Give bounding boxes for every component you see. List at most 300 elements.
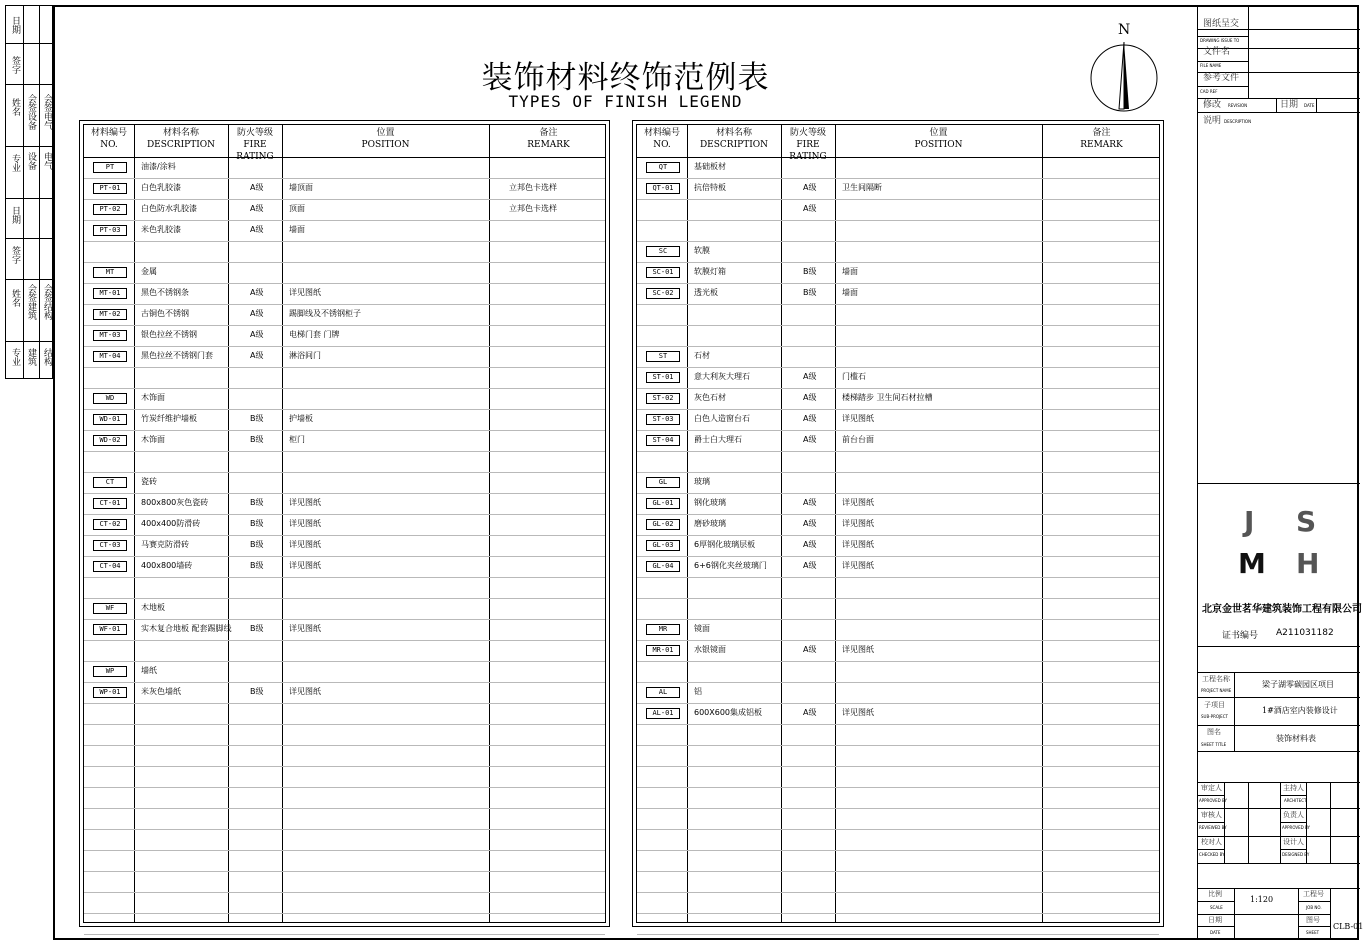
table-row bbox=[84, 724, 605, 746]
table-row bbox=[84, 766, 605, 788]
table-row bbox=[637, 241, 1159, 263]
header-cell bbox=[134, 127, 228, 151]
cell-pos: 详见图纸 bbox=[842, 519, 874, 528]
cell-fire: A级 bbox=[803, 204, 817, 213]
scale-value: 1:120 bbox=[1250, 895, 1274, 904]
cell-fire: B级 bbox=[250, 435, 264, 444]
material-code: ST-02 bbox=[646, 393, 680, 404]
company-logo bbox=[1238, 505, 1328, 585]
table-row bbox=[84, 304, 605, 326]
responsible-label: 负责人 bbox=[1283, 811, 1304, 819]
material-code: PT-02 bbox=[93, 204, 127, 215]
header-cn: 备注 bbox=[1092, 128, 1111, 138]
cell-pos: 墙面 bbox=[842, 288, 858, 297]
strip-label: 会签设备 bbox=[26, 94, 36, 130]
header-en: FIRE RATING bbox=[789, 140, 827, 162]
reviewed-label-en: REVIEWED BY bbox=[1199, 825, 1227, 830]
material-code: WP-01 bbox=[93, 687, 127, 698]
table-row bbox=[84, 913, 605, 935]
cell-desc: 白色乳胶漆 bbox=[141, 183, 181, 192]
table-row bbox=[637, 598, 1159, 620]
header-en: FIRE RATING bbox=[236, 140, 274, 162]
table-row bbox=[84, 283, 605, 305]
cell-pos: 淋浴间门 bbox=[289, 351, 321, 360]
cell-pos: 柜门 bbox=[289, 435, 305, 444]
finish-table-right bbox=[632, 120, 1164, 927]
cell-desc: 米灰色墙纸 bbox=[141, 687, 181, 696]
table-row bbox=[637, 409, 1159, 431]
table-row bbox=[84, 598, 605, 620]
header-cn: 材料名称 bbox=[162, 128, 199, 138]
header-cn: 材料名称 bbox=[715, 128, 752, 138]
table-row bbox=[84, 430, 605, 452]
table-row bbox=[637, 850, 1159, 872]
table-row bbox=[637, 724, 1159, 746]
revision-label-en: REVISION bbox=[1228, 103, 1248, 108]
header-en: NO. bbox=[653, 140, 671, 150]
cell-fire: B级 bbox=[250, 519, 264, 528]
strip-label: 姓名 bbox=[10, 98, 20, 116]
compass-icon bbox=[1088, 22, 1160, 112]
table-row bbox=[637, 178, 1159, 200]
header-en: NO. bbox=[100, 140, 118, 150]
north-label: N bbox=[1118, 22, 1131, 38]
material-code: MR-01 bbox=[646, 645, 680, 656]
table-row bbox=[84, 199, 605, 221]
cell-fire: A级 bbox=[803, 435, 817, 444]
cell-desc: 意大利灰大理石 bbox=[694, 372, 750, 381]
cell-fire: B级 bbox=[250, 687, 264, 696]
material-code: MT-01 bbox=[93, 288, 127, 299]
cell-pos: 详见图纸 bbox=[842, 540, 874, 549]
designer-label: 设计人 bbox=[1283, 838, 1304, 846]
cell-fire: A级 bbox=[803, 519, 817, 528]
strip-label: 设备 bbox=[26, 152, 36, 170]
cell-desc: 木饰面 bbox=[141, 393, 165, 402]
material-code: CT-04 bbox=[93, 561, 127, 572]
job-label-en: JOB NO. bbox=[1306, 905, 1322, 910]
table-row bbox=[637, 619, 1159, 641]
table-row bbox=[637, 808, 1159, 830]
material-code: WF bbox=[93, 603, 127, 614]
table-row bbox=[637, 304, 1159, 326]
issue-label: 图纸呈交 bbox=[1203, 19, 1240, 29]
cell-desc: 600X600集成铝板 bbox=[694, 708, 763, 717]
job-label: 工程号 bbox=[1303, 890, 1324, 898]
note-label-en: DESCRIPTION bbox=[1224, 119, 1252, 124]
material-code: GL-02 bbox=[646, 519, 680, 530]
cell-desc: 铝 bbox=[694, 687, 702, 696]
project-label-en: PROJECT NAME bbox=[1201, 688, 1232, 693]
table-row bbox=[637, 682, 1159, 704]
table-row bbox=[637, 661, 1159, 683]
table-row bbox=[84, 472, 605, 494]
strip-label: 签字 bbox=[10, 56, 20, 74]
subproject-name: 1#酒店室内装修设计 bbox=[1262, 706, 1338, 715]
strip-label: 专业 bbox=[10, 154, 20, 172]
cell-fire: B级 bbox=[803, 267, 817, 276]
designer-label-en: DESIGNED BY bbox=[1282, 852, 1310, 857]
sheet-no-label-en: SHEET bbox=[1306, 930, 1320, 935]
cell-fire: A级 bbox=[250, 351, 264, 360]
cell-pos: 门槛石 bbox=[842, 372, 866, 381]
table-row bbox=[637, 745, 1159, 767]
cell-desc: 爵士白大理石 bbox=[694, 435, 742, 444]
table-row bbox=[637, 199, 1159, 221]
cell-pos: 前台台面 bbox=[842, 435, 874, 444]
cell-desc: 黑色拉丝不锈钢门套 bbox=[141, 351, 213, 360]
table-row bbox=[84, 409, 605, 431]
header-cell bbox=[84, 127, 134, 151]
approved-label-en: APPROVED BY bbox=[1199, 798, 1228, 803]
cell-pos: 卫生间隔断 bbox=[842, 183, 882, 192]
cell-desc: 木饰面 bbox=[141, 435, 165, 444]
material-code: SC bbox=[646, 246, 680, 257]
cell-pos: 详见图纸 bbox=[842, 414, 874, 423]
header-cell bbox=[489, 127, 608, 151]
header-cn: 材料编号 bbox=[643, 128, 680, 138]
strip-label: 专业 bbox=[10, 348, 20, 366]
strip-label: 日期 bbox=[10, 206, 20, 224]
table-row bbox=[637, 430, 1159, 452]
cell-fire: A级 bbox=[803, 183, 817, 192]
cell-desc: 白色防水乳胶漆 bbox=[141, 204, 197, 213]
page-subtitle: TYPES OF FINISH LEGEND bbox=[508, 92, 743, 111]
logo-j: J bbox=[1244, 505, 1255, 538]
note-label: 说明 bbox=[1203, 116, 1222, 126]
cell-fire: B级 bbox=[250, 624, 264, 633]
cell-pos: 详见图纸 bbox=[842, 561, 874, 570]
header-en: POSITION bbox=[361, 140, 410, 150]
table-row bbox=[637, 472, 1159, 494]
table-row bbox=[84, 157, 605, 179]
table-row bbox=[637, 703, 1159, 725]
approved-label: 审定人 bbox=[1201, 784, 1222, 792]
material-code: ST-01 bbox=[646, 372, 680, 383]
cell-desc: 800x800灰色瓷砖 bbox=[141, 498, 209, 507]
strip-label: 建筑 bbox=[26, 348, 36, 366]
table-row bbox=[637, 766, 1159, 788]
header-cell bbox=[637, 127, 687, 151]
material-code: SC-01 bbox=[646, 267, 680, 278]
cell-desc: 木地板 bbox=[141, 603, 165, 612]
sheet-title-label-en: SHEET TITLE bbox=[1201, 742, 1227, 747]
signature-strip bbox=[5, 5, 53, 379]
project-name: 梁子湖零碳园区项目 bbox=[1262, 680, 1334, 689]
cell-fire: A级 bbox=[803, 708, 817, 717]
cell-desc: 灰色石材 bbox=[694, 393, 726, 402]
cell-desc: 400x400防滑砖 bbox=[141, 519, 201, 528]
table-row bbox=[84, 367, 605, 389]
material-code: WD bbox=[93, 393, 127, 404]
material-code: GL-01 bbox=[646, 498, 680, 509]
cell-fire: B级 bbox=[250, 414, 264, 423]
cell-fire: A级 bbox=[803, 540, 817, 549]
cell-desc: 镜面 bbox=[694, 624, 710, 633]
day-label: 日期 bbox=[1208, 916, 1222, 924]
sheet-title-label: 图名 bbox=[1207, 728, 1221, 736]
cell-desc: 水银镜面 bbox=[694, 645, 726, 654]
cell-pos: 墙面 bbox=[289, 225, 305, 234]
table-row bbox=[637, 220, 1159, 242]
table-row bbox=[637, 451, 1159, 473]
material-code: MT-04 bbox=[93, 351, 127, 362]
strip-label: 会签结构 bbox=[42, 284, 52, 320]
header-cell bbox=[282, 127, 489, 151]
cell-rem: 立邦色卡选样 bbox=[509, 204, 557, 213]
table-row bbox=[637, 829, 1159, 851]
cell-desc: 玻璃 bbox=[694, 477, 710, 486]
cell-desc: 墙纸 bbox=[141, 666, 157, 675]
table-row bbox=[637, 493, 1159, 515]
sheet-number: CLB-01 bbox=[1333, 922, 1364, 931]
subproject-label: 子项目 bbox=[1204, 701, 1225, 709]
header-en: POSITION bbox=[914, 140, 963, 150]
date-label: 日期 bbox=[1280, 100, 1299, 110]
header-cn: 位置 bbox=[929, 128, 948, 138]
table-row bbox=[84, 535, 605, 557]
cell-desc: 金属 bbox=[141, 267, 157, 276]
table-row bbox=[84, 745, 605, 767]
table-row bbox=[637, 787, 1159, 809]
material-code: WP bbox=[93, 666, 127, 677]
cell-desc: 抗倍特板 bbox=[694, 183, 726, 192]
cell-desc: 基础板材 bbox=[694, 162, 726, 171]
header-en: DESCRIPTION bbox=[699, 140, 769, 150]
table-row bbox=[637, 535, 1159, 557]
cell-pos: 踢脚线及不锈钢柜子 bbox=[289, 309, 361, 318]
table-row bbox=[84, 451, 605, 473]
table-row bbox=[84, 703, 605, 725]
table-header bbox=[637, 125, 1159, 162]
cell-desc: 6厚钢化玻璃层板 bbox=[694, 540, 756, 549]
table-row bbox=[637, 556, 1159, 578]
table-row bbox=[637, 346, 1159, 368]
strip-label: 日期 bbox=[10, 16, 20, 34]
table-row bbox=[84, 577, 605, 599]
day-label-en: DATE bbox=[1210, 930, 1221, 935]
material-code: PT-03 bbox=[93, 225, 127, 236]
table-row bbox=[637, 157, 1159, 179]
table-row bbox=[84, 682, 605, 704]
material-code: QT-01 bbox=[646, 183, 680, 194]
cell-pos: 墙面 bbox=[842, 267, 858, 276]
strip-label: 签字 bbox=[10, 246, 20, 264]
material-code: MT-03 bbox=[93, 330, 127, 341]
scale-label: 比例 bbox=[1208, 890, 1222, 898]
cell-desc: 6+6钢化夹丝玻璃门 bbox=[694, 561, 767, 570]
cell-rem: 立邦色卡选样 bbox=[509, 183, 557, 192]
file-label: 文件名 bbox=[1203, 47, 1231, 57]
cell-fire: B级 bbox=[803, 288, 817, 297]
subproject-label-en: SUB-PROJECT bbox=[1201, 714, 1228, 719]
material-code: ST bbox=[646, 351, 680, 362]
checked-label-en: CHECKED BY bbox=[1199, 852, 1225, 857]
table-row bbox=[84, 493, 605, 515]
cell-desc: 马赛克防滑砖 bbox=[141, 540, 189, 549]
strip-label: 姓名 bbox=[10, 289, 20, 307]
header-cell bbox=[835, 127, 1042, 151]
material-code: ST-04 bbox=[646, 435, 680, 446]
finish-table-left bbox=[79, 120, 610, 927]
logo-h: H bbox=[1296, 547, 1320, 580]
material-code: CT-01 bbox=[93, 498, 127, 509]
table-row bbox=[84, 241, 605, 263]
material-code: MT bbox=[93, 267, 127, 278]
strip-label: 电气 bbox=[42, 152, 52, 170]
cad-label-en: CAD REF bbox=[1200, 89, 1218, 94]
cell-desc: 白色人造窗台石 bbox=[694, 414, 750, 423]
header-en: REMARK bbox=[527, 140, 570, 150]
cell-desc: 瓷砖 bbox=[141, 477, 157, 486]
cad-label: 参考文件 bbox=[1203, 73, 1240, 83]
table-row bbox=[84, 892, 605, 914]
table-row bbox=[637, 514, 1159, 536]
table-row bbox=[637, 325, 1159, 347]
reviewed-label: 审核人 bbox=[1201, 811, 1222, 819]
table-row bbox=[84, 640, 605, 662]
header-cn: 位置 bbox=[376, 128, 395, 138]
strip-label: 会签建筑 bbox=[26, 284, 36, 320]
checked-label: 校对人 bbox=[1201, 838, 1222, 846]
table-row bbox=[84, 661, 605, 683]
cell-desc: 钢化玻璃 bbox=[694, 498, 726, 507]
header-cn: 防火等级 bbox=[236, 128, 273, 138]
table-row bbox=[84, 262, 605, 284]
cell-pos: 详见图纸 bbox=[289, 687, 321, 696]
cell-pos: 详见图纸 bbox=[842, 498, 874, 507]
issue-label-en: DRAWING ISSUE TO bbox=[1200, 38, 1240, 43]
cell-fire: A级 bbox=[250, 204, 264, 213]
table-row bbox=[637, 892, 1159, 914]
material-code: QT bbox=[646, 162, 680, 173]
architect-label: 主持人 bbox=[1283, 784, 1304, 792]
cell-desc: 银色拉丝不锈钢 bbox=[141, 330, 197, 339]
cell-pos: 电梯门套 门牌 bbox=[289, 330, 340, 339]
table-row bbox=[637, 283, 1159, 305]
header-cn: 材料编号 bbox=[90, 128, 127, 138]
material-code: WD-01 bbox=[93, 414, 127, 425]
material-code: AL-01 bbox=[646, 708, 680, 719]
table-row bbox=[637, 871, 1159, 893]
cell-desc: 400x800墙砖 bbox=[141, 561, 193, 570]
table-row bbox=[84, 808, 605, 830]
cell-fire: A级 bbox=[803, 393, 817, 402]
cell-desc: 米色乳胶漆 bbox=[141, 225, 181, 234]
table-row bbox=[84, 388, 605, 410]
cell-fire: A级 bbox=[803, 414, 817, 423]
cell-fire: A级 bbox=[250, 183, 264, 192]
architect-label-en: ARCHITECT bbox=[1284, 798, 1307, 803]
table-header bbox=[84, 125, 605, 162]
header-cell bbox=[687, 127, 781, 151]
table-row bbox=[637, 640, 1159, 662]
cell-fire: A级 bbox=[250, 225, 264, 234]
sheet-no-label: 图号 bbox=[1306, 916, 1320, 924]
table-row bbox=[84, 346, 605, 368]
table-row bbox=[84, 220, 605, 242]
material-code: GL-04 bbox=[646, 561, 680, 572]
file-label-en: FILE NAME bbox=[1200, 63, 1222, 68]
material-code: CT-02 bbox=[93, 519, 127, 530]
page-title: 装饰材料终饰范例表 bbox=[481, 60, 770, 96]
material-code: WF-01 bbox=[93, 624, 127, 635]
date-label-en: DATE bbox=[1304, 103, 1315, 108]
cell-pos: 详见图纸 bbox=[289, 288, 321, 297]
table-row bbox=[637, 388, 1159, 410]
cell-pos: 详见图纸 bbox=[289, 519, 321, 528]
cell-desc: 磨砂玻璃 bbox=[694, 519, 726, 528]
table-row bbox=[84, 787, 605, 809]
table-row bbox=[84, 178, 605, 200]
title-block bbox=[1197, 5, 1364, 940]
scale-label-en: SCALE bbox=[1210, 905, 1223, 910]
material-code: PT bbox=[93, 162, 127, 173]
table-row bbox=[637, 367, 1159, 389]
header-en: REMARK bbox=[1080, 140, 1123, 150]
cert-number: A211031182 bbox=[1276, 628, 1334, 638]
material-code: GL bbox=[646, 477, 680, 488]
logo-s: S bbox=[1296, 505, 1317, 538]
cell-fire: A级 bbox=[803, 561, 817, 570]
header-en: DESCRIPTION bbox=[146, 140, 216, 150]
cell-fire: A级 bbox=[250, 288, 264, 297]
table-row bbox=[84, 514, 605, 536]
project-label: 工程名称 bbox=[1202, 675, 1230, 683]
table-row bbox=[637, 577, 1159, 599]
cell-pos: 详见图纸 bbox=[289, 540, 321, 549]
sheet-title: 装饰材料表 bbox=[1276, 734, 1316, 743]
header-cn: 防火等级 bbox=[789, 128, 826, 138]
cell-pos: 护墙板 bbox=[289, 414, 313, 423]
table-row bbox=[84, 850, 605, 872]
strip-label: 会签电气 bbox=[42, 94, 52, 130]
revision-label: 修改 bbox=[1203, 100, 1222, 110]
cell-desc: 实木复合地板 配套踢脚线 bbox=[141, 624, 232, 633]
cell-fire: A级 bbox=[803, 372, 817, 381]
material-code: MT-02 bbox=[93, 309, 127, 320]
cell-fire: B级 bbox=[250, 498, 264, 507]
cell-pos: 详见图纸 bbox=[842, 708, 874, 717]
table-row bbox=[84, 871, 605, 893]
logo-m: M bbox=[1238, 547, 1266, 580]
table-row bbox=[84, 829, 605, 851]
strip-label: 结构 bbox=[42, 348, 52, 366]
cell-pos: 详见图纸 bbox=[289, 498, 321, 507]
cell-desc: 石材 bbox=[694, 351, 710, 360]
cell-pos: 详见图纸 bbox=[289, 561, 321, 570]
cell-fire: B级 bbox=[250, 540, 264, 549]
material-code: MR bbox=[646, 624, 680, 635]
responsible-label-en: APPROVED BY bbox=[1282, 825, 1311, 830]
material-code: AL bbox=[646, 687, 680, 698]
material-code: CT bbox=[93, 477, 127, 488]
cell-pos: 详见图纸 bbox=[289, 624, 321, 633]
table-row bbox=[637, 262, 1159, 284]
cell-fire: B级 bbox=[250, 561, 264, 570]
cell-desc: 软膜 bbox=[694, 246, 710, 255]
material-code: ST-03 bbox=[646, 414, 680, 425]
cell-desc: 透光板 bbox=[694, 288, 718, 297]
material-code: WD-02 bbox=[93, 435, 127, 446]
material-code: CT-03 bbox=[93, 540, 127, 551]
cell-desc: 古铜色不锈钢 bbox=[141, 309, 189, 318]
material-code: GL-03 bbox=[646, 540, 680, 551]
table-row bbox=[84, 556, 605, 578]
table-row bbox=[637, 913, 1159, 935]
cell-pos: 墙顶面 bbox=[289, 183, 313, 192]
header-cn: 备注 bbox=[539, 128, 558, 138]
